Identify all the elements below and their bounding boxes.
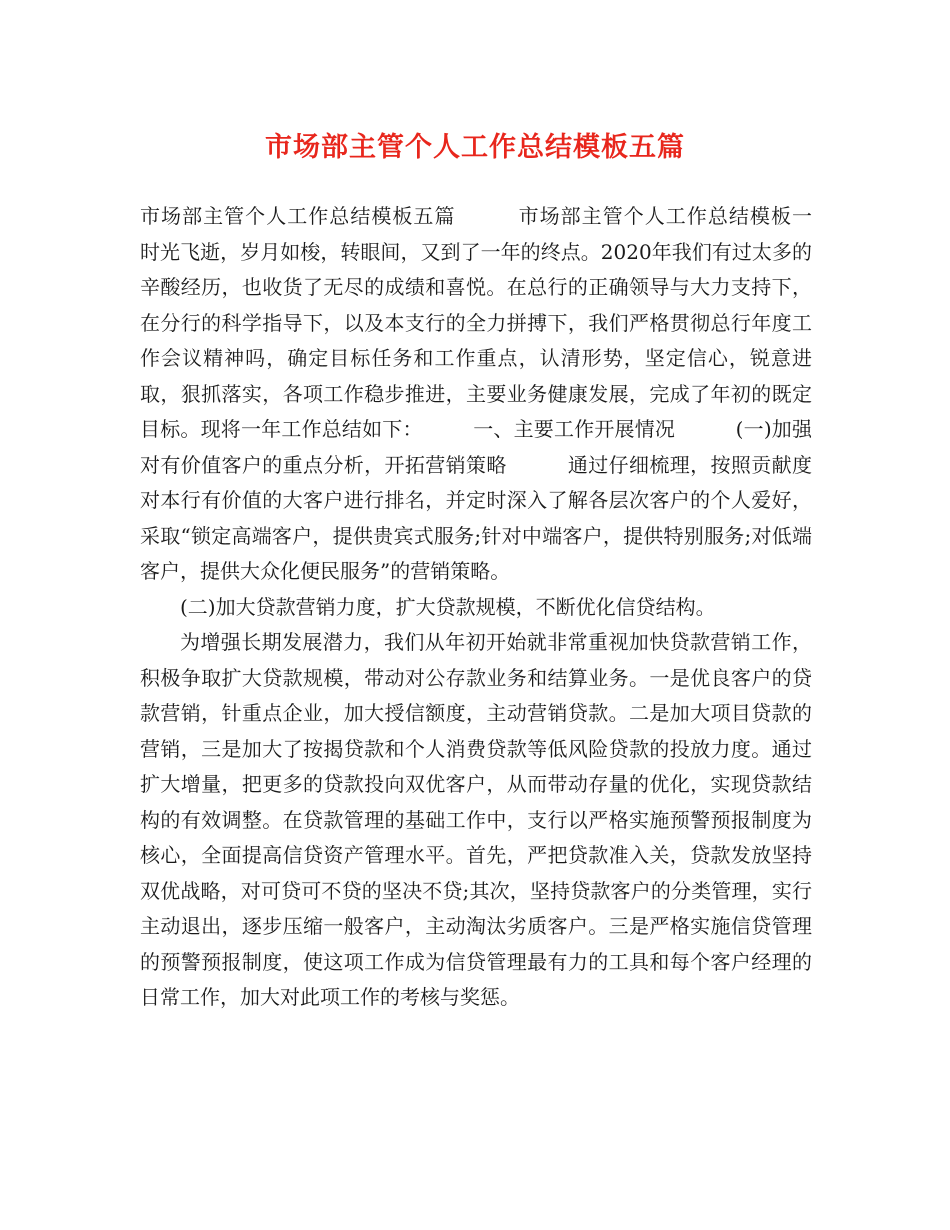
document-title: 市场部主管个人工作总结模板五篇 bbox=[265, 132, 685, 163]
paragraph-intro: 市场部主管个人工作总结模板五篇 市场部主管个人工作总结模板一 时光飞逝，岁月如梭，转眼间，又到了一年的终点。2020年我们有过太多的辛酸经历，也收货了无尽的成绩和喜悦。在总行的正确领导与大力支持下，在分行的科学指导下，以及本支行的全力拼搏下，我们严格贯彻总行年度工作会议精神吗，确定目标任务和工作重点，认清形势，坚定信心，锐意进取，狠抓落实，各项工作稳步推进，主要业务健康发展，完成了年初的既定目标。现将一年工作总结如下： 一、主要工作开展情况 (一)加强对有价值客户的重点分析，开拓营销策略 通过仔细梳理，按照贡献度对本行有价值的大客户进行排名，并定时深入了解各层次客户的个人爱好，采取“锁定高端客户，提供贵宾式服务;针对中端客户，提供特别服务;对低端客户，提供大众化便民服务”的营销策略。 bbox=[140, 204, 872, 583]
document-body bbox=[140, 199, 872, 1016]
paragraph-section-two-heading: (二)加大贷款营销力度，扩大贷款规模，不断优化信贷结构。 bbox=[180, 594, 716, 619]
paragraph-loan-marketing: 为增强长期发展潜力，我们从年初开始就非常重视加快贷款营销工作，积极争取扩大贷款规模，带动对公存款业务和结算业务。一是优良客户的贷款营销，针重点企业，加大授信额度，主动营销贷款。二是加大项目贷款的营销，三是加大了按揭贷款和个人消费贷款等低风险贷款的投放力度。通过扩大增量，把更多的贷款投向双优客户，从而带动存量的优化，实现贷款结构的有效调整。在贷款管理的基础工作中，支行以严格实施预警预报制度为核心，全面提高信贷资产管理水平。首先，严把贷款准入关，贷款发放坚持双优战略，对可贷可不贷的坚决不贷;其次，坚持贷款客户的分类管理，实行主动退出，逐步压缩一般客户，主动淘汰劣质客户。三是严格实施信贷管理的预警预报制度，使这项工作成为信贷管理最有力的工具和每个客户经理的日常工作，加大对此项工作的考核与奖惩。 bbox=[140, 630, 812, 1009]
